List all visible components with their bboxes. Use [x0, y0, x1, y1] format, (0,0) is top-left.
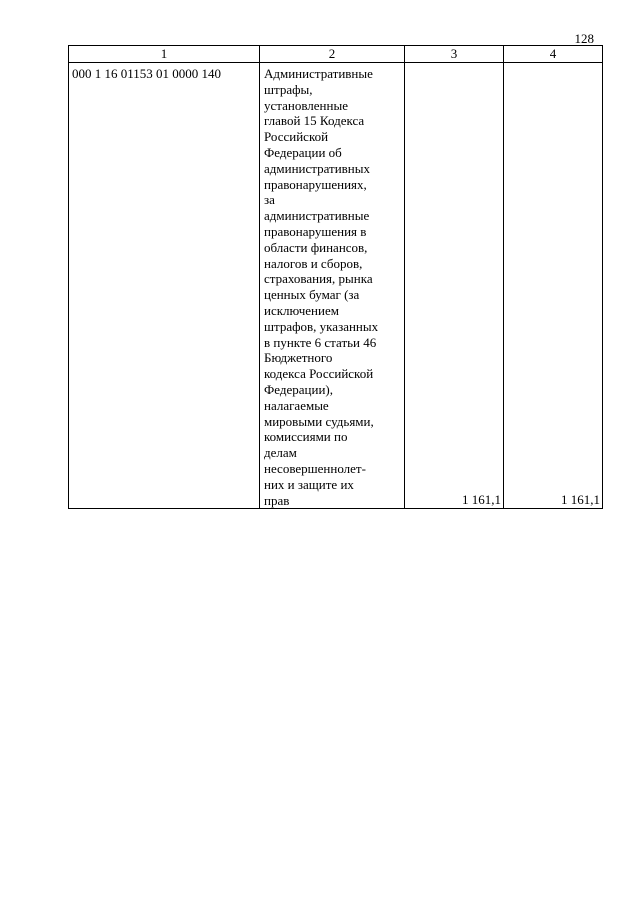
column-header-3: 3	[405, 46, 504, 63]
column-header-4: 4	[504, 46, 603, 63]
column-header-1: 1	[69, 46, 260, 63]
table-header-row	[69, 46, 603, 63]
revenue-description-cell: Административные штрафы, установленные главой 15 Кодекса Российской Федерации об административных правонарушениях, за административные правонарушения в области финансов, налогов и сборов, страхования, рынка ценных бумаг (за исключением штрафов, указанных в пункте 6 статьи 46 Бюджетного кодекса Российской Федерации), налагаемые мировыми судьями, комиссиями по делам несовершеннолет- них и защите их прав	[260, 63, 405, 509]
budget-table	[68, 45, 603, 509]
revenue-code-cell: 000 1 16 01153 01 0000 140	[69, 63, 260, 509]
table-row	[69, 63, 603, 509]
amount-cell-col3: 1 161,1	[405, 63, 504, 509]
page-number: 128	[574, 31, 594, 46]
amount-cell-col4: 1 161,1	[504, 63, 603, 509]
column-header-2: 2	[260, 46, 405, 63]
